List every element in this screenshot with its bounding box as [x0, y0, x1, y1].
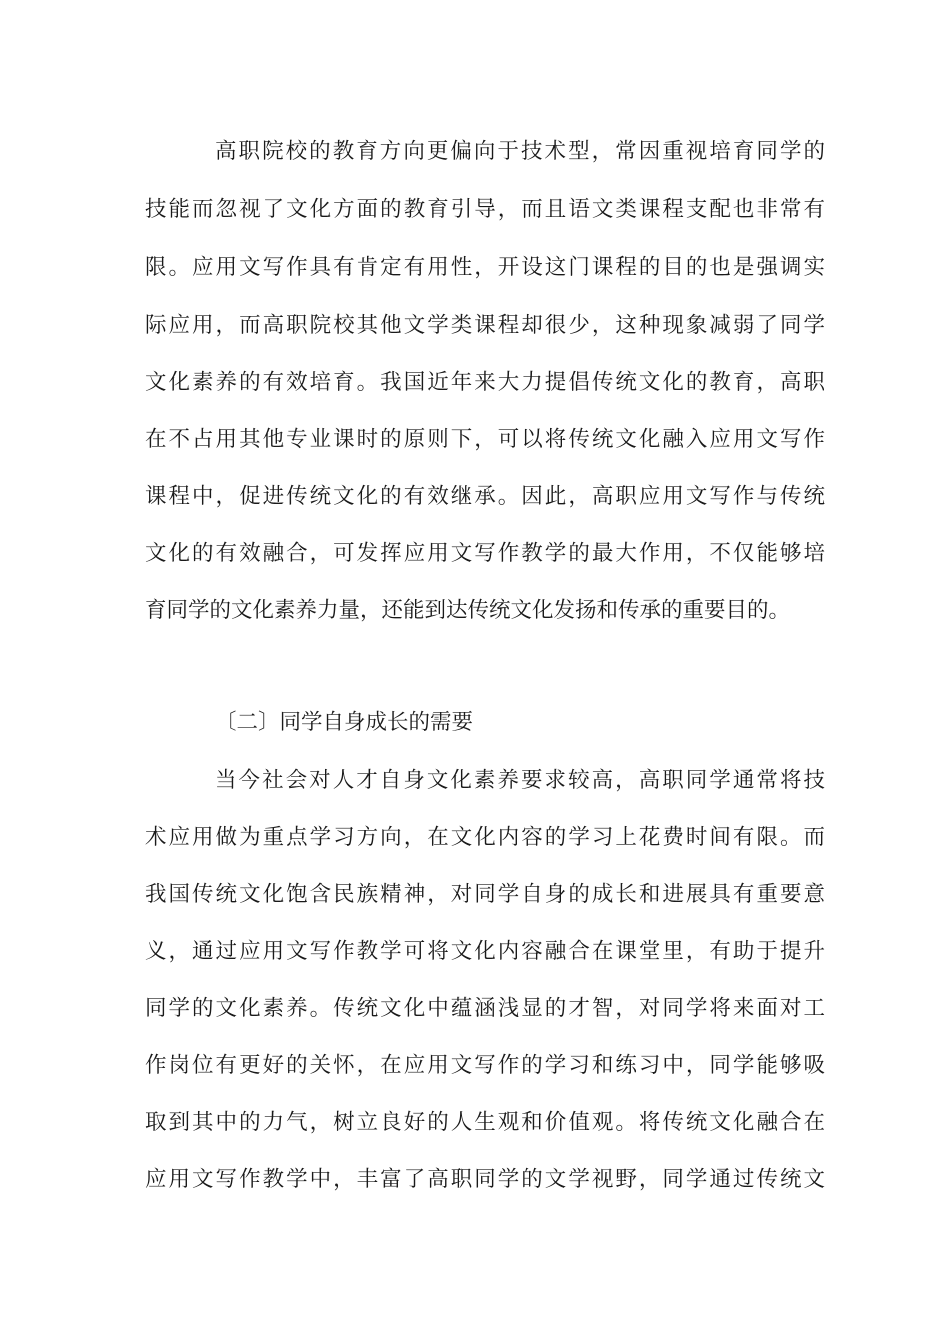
paragraph-1-line-8: 文化的有效融合，可发挥应用文写作教学的最大作用，不仅能够培 [145, 541, 825, 566]
paragraph-1-line-1: 高职院校的教育方向更偏向于技术型，常因重视培育同学的 [215, 139, 825, 164]
paragraph-2-line-2: 术应用做为重点学习方向，在文化内容的学习上花费时间有限。而 [145, 825, 825, 850]
paragraph-1-line-3: 限。应用文写作具有肯定有用性，开设这门课程的目的也是强调实 [145, 255, 825, 280]
paragraph-2-line-1: 当今社会对人才自身文化素养要求较高，高职同学通常将技 [215, 768, 825, 793]
paragraph-2-line-5: 同学的文化素养。传统文化中蕴涵浅显的才智，对同学将来面对工 [145, 996, 825, 1021]
paragraph-1-line-6: 在不占用其他专业课时的原则下，可以将传统文化融入应用文写作 [145, 427, 825, 452]
paragraph-2-line-6: 作岗位有更好的关怀，在应用文写作的学习和练习中，同学能够吸 [145, 1053, 825, 1078]
paragraph-2-line-8: 应用文写作教学中，丰富了高职同学的文学视野，同学通过传统文 [145, 1167, 825, 1192]
paragraph-2-line-4: 义，通过应用文写作教学可将文化内容融合在课堂里，有助于提升 [145, 939, 825, 964]
paragraph-2-line-7: 取到其中的力气，树立良好的人生观和价值观。将传统文化融合在 [145, 1110, 825, 1135]
paragraph-1-line-4: 际应用，而高职院校其他文学类课程却很少，这种现象减弱了同学 [145, 313, 825, 338]
paragraph-1-line-2: 技能而忽视了文化方面的教育引导，而且语文类课程支配也非常有 [145, 197, 825, 222]
paragraph-2-line-3: 我国传统文化饱含民族精神，对同学自身的成长和进展具有重要意 [145, 882, 825, 907]
paragraph-1-line-9: 育同学的文化素养力量，还能到达传统文化发扬和传承的重要目的。 [145, 598, 791, 623]
paragraph-1-line-5: 文化素养的有效培育。我国近年来大力提倡传统文化的教育，高职 [145, 370, 825, 395]
paragraph-1-line-7: 课程中，促进传统文化的有效继承。因此，高职应用文写作与传统 [145, 484, 825, 509]
section-heading: 〔二〕同学自身成长的需要 [215, 710, 474, 735]
